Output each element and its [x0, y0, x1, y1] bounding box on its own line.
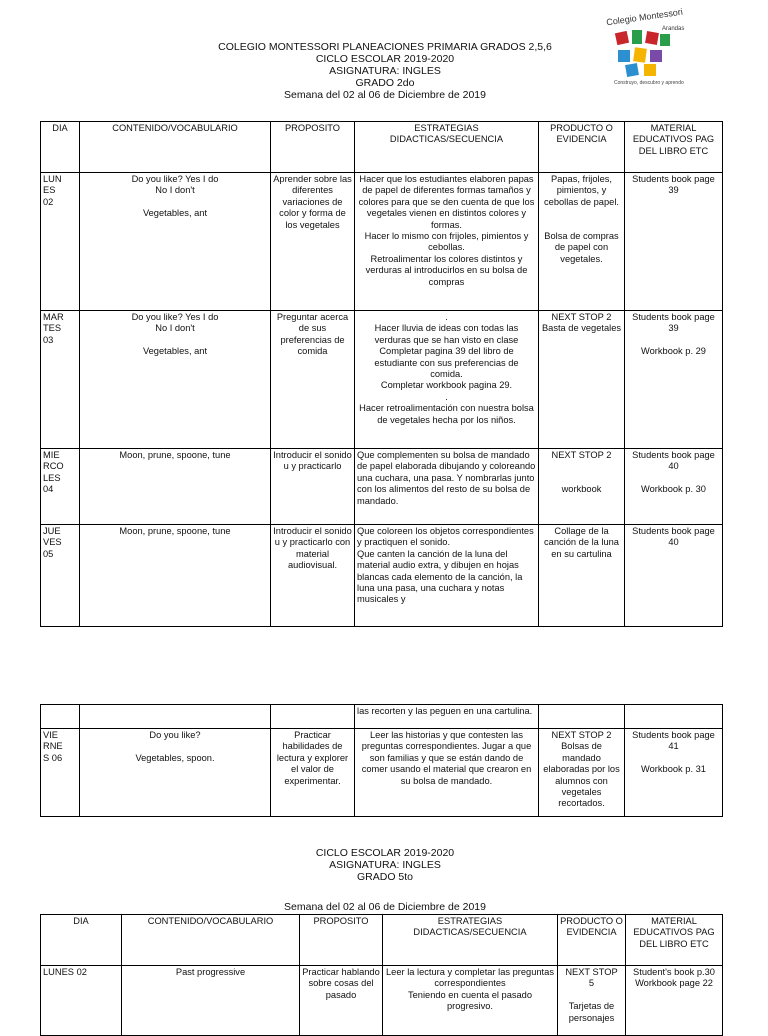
logo-name: Colegio Montessori: [605, 6, 684, 28]
cell-proposito: [271, 705, 355, 729]
plan-table-grade-5: [40, 914, 723, 1036]
cell-estrategias: Leer la lectura y completar las preguntas correspondientes Teniendo en cuenta el pasado progresivo.: [383, 966, 558, 1036]
table-row: [41, 729, 723, 817]
cell-producto: NEXT STOP 2 workbook: [539, 449, 625, 525]
cell-producto: Papas, frijoles, pimientos, y cebollas de papel. Bolsa de compras de papel con vegetales.: [539, 173, 625, 311]
table-row: [41, 449, 723, 525]
plan-table-grade-2: [40, 121, 723, 627]
cell-material: Students book page 39 Workbook p. 29: [625, 311, 723, 449]
table-row: [41, 966, 723, 1036]
col-header-proposito: PROPOSITO: [300, 915, 383, 966]
cell-proposito: Introducir el sonido u y practicarlo: [271, 449, 355, 525]
col-header-dia: DIA: [41, 122, 80, 173]
col-header-material: MATERIAL EDUCATIVOS PAG DEL LIBRO ETC: [626, 915, 723, 966]
cell-dia: MIE RCO LES 04: [41, 449, 80, 525]
subject-line: ASIGNATURA: INGLES: [329, 65, 441, 77]
cell-contenido: Moon, prune, spoone, tune: [80, 525, 271, 627]
col-header-dia: DIA: [41, 915, 122, 966]
cell-proposito: Practicar habilidades de lectura y explorer el valor de experimentar.: [271, 729, 355, 817]
cell-material: Students book page 40 Workbook p. 30: [625, 449, 723, 525]
cell-contenido: Moon, prune, spoone, tune: [80, 449, 271, 525]
cell-contenido: Do you like? Yes I do No I don't Vegetables, ant: [80, 173, 271, 311]
logo-sub: Arandas: [662, 26, 685, 32]
cell-estrategias: Leer las historias y que contesten las preguntas correspondientes. Jugar a que son familias y que se están dando de comer usando el material que crearon en su bolsa de mandado.: [355, 729, 539, 817]
logo-figures-icon: [602, 10, 712, 90]
table-row: [41, 525, 723, 627]
cell-proposito: Introducir el sonido u y practicarlo con material audiovisual.: [271, 525, 355, 627]
cell-estrategias: Que coloreen los objetos correspondientes y practiquen el sonido. Que canten la canción de la luna del material audio extra, y dibujen en hojas blancas cada elemento de la canción, la luna una pasa, una cuchara y notas musicales y: [355, 525, 539, 627]
subject-line: ASIGNATURA: INGLES: [329, 859, 441, 871]
col-header-contenido: CONTENIDO/VOCABULARIO: [122, 915, 300, 966]
grade-line: GRADO 5to: [356, 871, 414, 883]
col-header-estrategias: ESTRATEGIAS DIDACTICAS/SECUENCIA: [383, 915, 558, 966]
cell-contenido: Do you like? Yes I do No I don't Vegetables, ant: [80, 311, 271, 449]
col-header-producto: PRODUCTO O EVIDENCIA: [539, 122, 625, 173]
cell-producto: Collage de la canción de la luna en su cartulina: [539, 525, 625, 627]
table-header-row: [41, 915, 723, 966]
week-line: Semana del 02 al 06 de Diciembre de 2019: [284, 89, 486, 101]
table-header-row: [41, 122, 723, 173]
cell-estrategias: Que complementen su bolsa de mandado de papel elaborada dibujando y coloreando una cuchara, una pasa. Y nombrarlas junto con los alimentos del resto de su bolsa de mandado.: [355, 449, 539, 525]
plan-table-grade-2-continued: [40, 704, 723, 817]
school-logo: [602, 6, 712, 90]
cell-contenido: Do you like? Vegetables, spoon.: [80, 729, 271, 817]
cell-dia: VIE RNE S 06: [41, 729, 80, 817]
cell-producto: [539, 705, 625, 729]
cell-dia: LUN ES 02: [41, 173, 80, 311]
logo-tagline: Construyo, descubro y aprendo: [614, 80, 684, 86]
cell-producto: NEXT STOP 2 Bolsas de mandado elaboradas por los alumnos con vegetales recortados.: [539, 729, 625, 817]
header-grade-2: [150, 41, 620, 101]
week-line: Semana del 02 al 06 de Diciembre de 2019: [284, 901, 486, 913]
table-row: [41, 705, 723, 729]
cell-producto: NEXT STOP 2 Basta de vegetales: [539, 311, 625, 449]
cell-estrategias: Hacer que los estudiantes elaboren papas de papel de diferentes formas tamaños y colores para que se den cuenta de que los vegetales vienen en distintos colores y formas. Hacer lo mismo con frijoles, pimientos y cebollas. Retroalimentar los colores distintos y verduras al introducirlos en su bolsa de compras: [355, 173, 539, 311]
table-row: [41, 311, 723, 449]
grade-line: GRADO 2do: [355, 77, 415, 89]
col-header-contenido: CONTENIDO/VOCABULARIO: [80, 122, 271, 173]
col-header-material: MATERIAL EDUCATIVOS PAG DEL LIBRO ETC: [625, 122, 723, 173]
col-header-estrategias: ESTRATEGIAS DIDACTICAS/SECUENCIA: [355, 122, 539, 173]
table-row: [41, 173, 723, 311]
col-header-proposito: PROPOSITO: [271, 122, 355, 173]
cell-contenido: [80, 705, 271, 729]
cell-dia: [41, 705, 80, 729]
header-grade-5: [150, 847, 620, 883]
cell-proposito: Practicar hablando sobre cosas del pasado: [300, 966, 383, 1036]
cell-proposito: Aprender sobre las diferentes variaciones de color y forma de los vegetales: [271, 173, 355, 311]
cell-proposito: Preguntar acerca de sus preferencias de comida: [271, 311, 355, 449]
cell-dia: JUE VES 05: [41, 525, 80, 627]
cell-estrategias: las recorten y las peguen en una cartulina.: [355, 705, 539, 729]
school-cycle: CICLO ESCOLAR 2019-2020: [315, 847, 455, 859]
cell-material: Student's book p.30 Workbook page 22: [626, 966, 723, 1036]
cell-producto: NEXT STOP 5 Tarjetas de personajes: [558, 966, 626, 1036]
cell-material: Students book page 41 Workbook p. 31: [625, 729, 723, 817]
school-cycle: CICLO ESCOLAR 2019-2020: [315, 53, 455, 65]
cell-material: Students book page 39: [625, 173, 723, 311]
col-header-producto: PRODUCTO O EVIDENCIA: [558, 915, 626, 966]
school-title: COLEGIO MONTESSORI PLANEACIONES PRIMARIA GRADOS 2,5,6: [218, 41, 552, 53]
cell-dia: MAR TES 03: [41, 311, 80, 449]
cell-contenido: Past progressive: [122, 966, 300, 1036]
cell-estrategias: . Hacer lluvia de ideas con todas las verduras que se han visto en clase Completar pagina 39 del libro de estudiante con sus preferencias de comida. Completar workbook pagina 29. . Hacer retroalimentación con nuestra bolsa de vegetales hecha por los niños.: [355, 311, 539, 449]
cell-dia: LUNES 02: [41, 966, 122, 1036]
cell-material: [625, 705, 723, 729]
cell-material: Students book page 40: [625, 525, 723, 627]
